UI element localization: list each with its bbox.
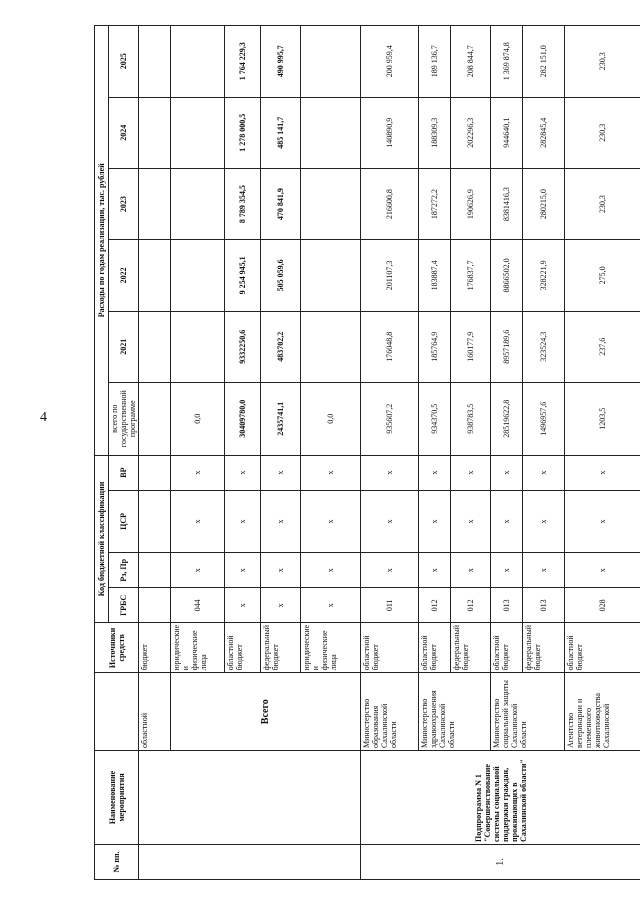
vr-cell: x [171, 455, 225, 490]
header-year: 2025 [109, 26, 139, 98]
year-cell: 470 841,9 [261, 168, 301, 239]
executor-cell: Всего [171, 673, 361, 751]
year-cell: 176048,8 [361, 311, 419, 382]
vr-cell: x [565, 455, 640, 490]
year-cell: 200 959,4 [361, 26, 419, 98]
header-year: 2022 [109, 240, 139, 311]
grbs-cell [139, 588, 171, 623]
total-cell: 2435741,1 [261, 382, 301, 455]
total-cell: 934370,5 [419, 382, 451, 455]
year-cell: 9 254 945,1 [225, 240, 261, 311]
rzpr-cell: x [491, 553, 523, 588]
csr-cell: x [451, 490, 491, 553]
csr-cell: x [419, 490, 451, 553]
executor-cell: Министерство здравоохранения Сахалинской области [419, 673, 491, 751]
grbs-cell: 011 [361, 588, 419, 623]
header-year: 2024 [109, 97, 139, 168]
num-cell [139, 844, 361, 879]
source-cell: областной бюджет [361, 623, 419, 673]
year-cell: 188309,3 [419, 97, 451, 168]
year-cell: 160177,9 [451, 311, 491, 382]
total-cell: 938783,5 [451, 382, 491, 455]
header-year: 2023 [109, 168, 139, 239]
year-cell: 140890,9 [361, 97, 419, 168]
csr-cell: x [565, 490, 640, 553]
year-cell [171, 168, 225, 239]
executor-cell: областной [139, 673, 171, 751]
csr-cell: x [261, 490, 301, 553]
year-cell: 282 151,0 [523, 26, 565, 98]
source-cell: федеральный бюджет [451, 623, 491, 673]
vr-cell: x [491, 455, 523, 490]
header-num: № пп. [95, 844, 139, 879]
year-cell: 1 369 874,8 [491, 26, 523, 98]
year-cell [139, 168, 171, 239]
year-cell [139, 97, 171, 168]
rzpr-cell: x [225, 553, 261, 588]
total-cell: 28519622,8 [491, 382, 523, 455]
year-cell [301, 311, 361, 382]
year-cell: 187272,2 [419, 168, 451, 239]
source-cell: областной бюджет [419, 623, 451, 673]
source-cell: юридические и физические лица [301, 623, 361, 673]
total-cell: 1496957,6 [523, 382, 565, 455]
year-cell [301, 97, 361, 168]
vr-cell: x [261, 455, 301, 490]
source-cell: бюджет [139, 623, 171, 673]
rzpr-cell: x [419, 553, 451, 588]
csr-cell: x [301, 490, 361, 553]
source-cell: федеральный бюджет [523, 623, 565, 673]
year-cell: 190626,9 [451, 168, 491, 239]
budget-table [94, 25, 640, 880]
year-cell: 183887,4 [419, 240, 451, 311]
year-cell [301, 240, 361, 311]
year-cell [171, 311, 225, 382]
year-cell: 275,0 [565, 240, 640, 311]
executor-cell: Министерство социальной защиты Сахалинской области [491, 673, 565, 751]
rzpr-cell: x [523, 553, 565, 588]
year-cell: 328221,9 [523, 240, 565, 311]
csr-cell: x [361, 490, 419, 553]
csr-cell: x [491, 490, 523, 553]
vr-cell: x [523, 455, 565, 490]
table-row [361, 26, 419, 880]
year-cell: 230,3 [565, 26, 640, 98]
rzpr-cell: x [171, 553, 225, 588]
year-cell [301, 168, 361, 239]
year-cell: 202296,3 [451, 97, 491, 168]
year-cell: 176837,7 [451, 240, 491, 311]
grbs-cell: 028 [565, 588, 640, 623]
header-budget-class: Код бюджетной классификации [95, 455, 109, 623]
name-cell [139, 751, 361, 845]
total-cell: 1203,5 [565, 382, 640, 455]
rotated-page-content [94, 25, 628, 880]
year-cell [171, 240, 225, 311]
grbs-cell: 013 [523, 588, 565, 623]
csr-cell [139, 490, 171, 553]
grbs-cell: x [261, 588, 301, 623]
year-cell: 483702,2 [261, 311, 301, 382]
year-cell: 505 059,6 [261, 240, 301, 311]
year-cell [139, 240, 171, 311]
header-name: Наименование мероприятия [95, 751, 139, 845]
year-cell: 185764,9 [419, 311, 451, 382]
year-cell: 8 789 354,5 [225, 168, 261, 239]
rzpr-cell [139, 553, 171, 588]
source-cell: областной бюджет [565, 623, 640, 673]
header-csr: ЦСР [109, 490, 139, 553]
year-cell: 280215,0 [523, 168, 565, 239]
year-cell: 230,3 [565, 97, 640, 168]
grbs-cell: x [301, 588, 361, 623]
header-rzpr: Рз, Пр [109, 553, 139, 588]
total-cell: 0,0 [301, 382, 361, 455]
year-cell: 216600,8 [361, 168, 419, 239]
page-number: 4 [40, 410, 47, 425]
source-cell: юридические и физические лица [171, 623, 225, 673]
source-cell: областной бюджет [225, 623, 261, 673]
year-cell [301, 26, 361, 98]
year-cell: 490 995,7 [261, 26, 301, 98]
header-executor [95, 673, 139, 751]
vr-cell [139, 455, 171, 490]
rzpr-cell: x [361, 553, 419, 588]
year-cell: 8866502,0 [491, 240, 523, 311]
vr-cell: x [225, 455, 261, 490]
header-grbs: ГРБС [109, 588, 139, 623]
table-row [139, 26, 171, 880]
year-cell [139, 26, 171, 98]
year-cell: 8957189,6 [491, 311, 523, 382]
total-cell: 935607,2 [361, 382, 419, 455]
header-source: Источники средств [95, 623, 139, 673]
year-cell: 230,3 [565, 168, 640, 239]
year-cell [171, 26, 225, 98]
year-cell: 485 141,7 [261, 97, 301, 168]
rzpr-cell: x [565, 553, 640, 588]
source-cell: федеральный бюджет [261, 623, 301, 673]
grbs-cell: 012 [419, 588, 451, 623]
year-cell: 8381416,3 [491, 168, 523, 239]
vr-cell: x [451, 455, 491, 490]
rzpr-cell: x [451, 553, 491, 588]
total-cell: 30409780,0 [225, 382, 261, 455]
year-cell: 208 844,7 [451, 26, 491, 98]
year-cell: 944640,1 [491, 97, 523, 168]
executor-cell: Агентство ветеринарии и племенного животноводства Сахалинской [565, 673, 640, 751]
year-cell: 201107,3 [361, 240, 419, 311]
year-cell: 1 278 000,5 [225, 97, 261, 168]
rzpr-cell: x [301, 553, 361, 588]
year-cell [139, 311, 171, 382]
year-cell: 237,6 [565, 311, 640, 382]
csr-cell: x [171, 490, 225, 553]
vr-cell: x [301, 455, 361, 490]
csr-cell: x [225, 490, 261, 553]
vr-cell: x [361, 455, 419, 490]
grbs-cell: 012 [451, 588, 491, 623]
year-cell: 1 764 229,3 [225, 26, 261, 98]
year-cell: 9332250,6 [225, 311, 261, 382]
vr-cell: x [419, 455, 451, 490]
source-cell: областной бюджет [491, 623, 523, 673]
grbs-cell: x [225, 588, 261, 623]
grbs-cell: 044 [171, 588, 225, 623]
grbs-cell: 013 [491, 588, 523, 623]
header-year: 2021 [109, 311, 139, 382]
name-cell: Подпрограмма N 1 "Совершенствование системы социальной поддержки граждан, проживающих в Сахалинской области" [361, 751, 640, 845]
year-cell: 189 136,7 [419, 26, 451, 98]
year-cell: 323524,3 [523, 311, 565, 382]
year-cell [171, 97, 225, 168]
year-cell: 282845,4 [523, 97, 565, 168]
num-cell: 1. [361, 844, 640, 879]
total-cell [139, 382, 171, 455]
header-expenses: Расходы по годам реализации, тыс. рублей [95, 26, 109, 456]
executor-cell: Министерство образования Сахалинской области [361, 673, 419, 751]
total-cell: 0,0 [171, 382, 225, 455]
header-vr: ВР [109, 455, 139, 490]
header-total: всего по государственной программе [109, 382, 139, 455]
rzpr-cell: x [261, 553, 301, 588]
csr-cell: x [523, 490, 565, 553]
